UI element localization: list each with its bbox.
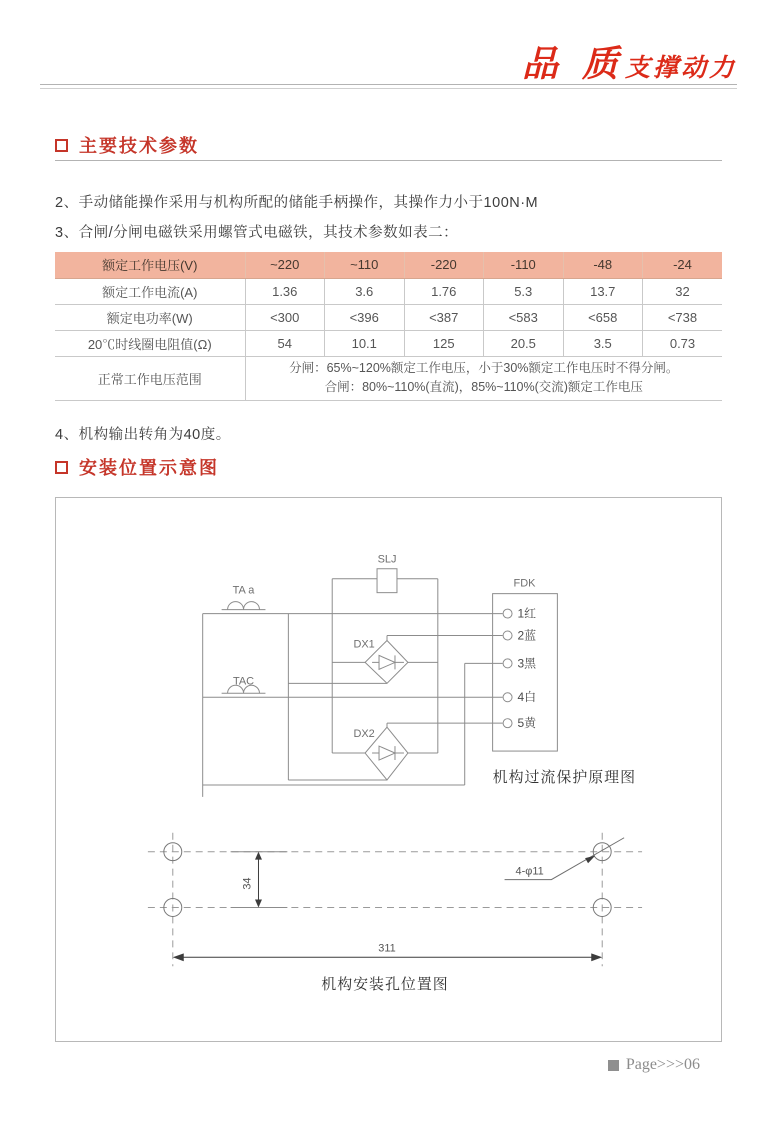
header-divider-top — [40, 84, 737, 85]
table-cell: <300 — [245, 304, 325, 330]
table-cell: 54 — [245, 330, 325, 356]
table-cell: 125 — [404, 330, 484, 356]
mechanism-rect — [332, 579, 438, 753]
section-square-icon — [55, 461, 68, 474]
table-cell: 3.6 — [325, 278, 405, 304]
section-title-text: 主要技术参数 — [79, 136, 199, 156]
table-cell: 1.36 — [245, 278, 325, 304]
table-row — [55, 278, 722, 304]
table-cell: <387 — [404, 304, 484, 330]
table-header-cell: -110 — [484, 252, 564, 278]
taa-label: TA a — [232, 584, 255, 597]
section-underline — [55, 160, 722, 161]
header-divider-bottom — [40, 88, 737, 89]
mounting-drawing — [148, 833, 642, 993]
brand-logo — [522, 36, 737, 87]
page-number: Page>>>06 — [625, 1056, 700, 1073]
hole-size-label: 4-φ11 — [515, 865, 544, 878]
table-header-cell: ~220 — [245, 252, 325, 278]
spec-table — [55, 252, 722, 401]
table-cell: 0.73 — [643, 330, 723, 356]
table-cell: 10.1 — [325, 330, 405, 356]
slj-label: SLJ — [377, 553, 397, 566]
circuit-caption: 机构过流保护原理图 — [492, 768, 637, 786]
holes-caption: 机构安装孔位置图 — [321, 976, 449, 994]
dimension-34 — [231, 852, 288, 908]
terminal-circle — [503, 631, 512, 640]
table-cell: 正常工作电压范围 — [55, 356, 245, 400]
table-header-cell: -220 — [404, 252, 484, 278]
table-cell: 32 — [643, 278, 723, 304]
terminal-label-5: 5黄 — [517, 716, 537, 731]
circuit-wires — [203, 569, 558, 797]
table-cell: <738 — [643, 304, 723, 330]
dx1-rectifier — [332, 640, 438, 683]
terminal-label-4: 4白 — [517, 690, 537, 705]
terminal-label-3: 3黑 — [517, 656, 537, 671]
table-header-cell: -48 — [563, 252, 643, 278]
fdk-label: FDK — [513, 577, 536, 590]
slj-box — [377, 569, 397, 593]
section-title-tech-params — [55, 132, 199, 158]
paragraph-item2: 2、手动储能操作采用与机构所配的储能手柄操作，其操作力小于100N·M — [55, 195, 539, 211]
table-cell: 3.5 — [563, 330, 643, 356]
dim-34-label: 34 — [241, 877, 254, 890]
table-cell: 1.76 — [404, 278, 484, 304]
section-title-text: 安装位置示意图 — [79, 458, 219, 478]
range-line2: 合闸：80%~110%(直流)，85%~110%(交流)额定工作电压 — [324, 380, 643, 394]
terminal-circle — [503, 659, 512, 668]
table-row — [55, 330, 722, 356]
section-title-install — [55, 454, 219, 480]
table-cell: 5.3 — [484, 278, 564, 304]
paragraph-item3: 3、合闸/分闸电磁铁采用螺管式电磁铁，其技术参数如表二： — [55, 225, 459, 241]
taa-coil — [222, 602, 266, 610]
dx2-rectifier — [332, 727, 438, 780]
table-cell: <658 — [563, 304, 643, 330]
table-cell: 额定工作电流(A) — [55, 278, 245, 304]
installation-diagram — [56, 498, 721, 1041]
section-square-icon — [55, 139, 68, 152]
dx2-label: DX2 — [353, 728, 375, 741]
table-header-row — [55, 252, 722, 278]
dim-311-label: 311 — [378, 942, 396, 955]
table-cell: 20.5 — [484, 330, 564, 356]
table-header-cell: -24 — [643, 252, 723, 278]
terminal-circle — [503, 609, 512, 618]
page-footer — [608, 1056, 700, 1074]
table-cell: 额定电功率(W) — [55, 304, 245, 330]
table-range-cell — [245, 356, 722, 400]
table-cell: 13.7 — [563, 278, 643, 304]
dx1-label: DX1 — [353, 638, 375, 651]
table-header-cell: 额定工作电压(V) — [55, 252, 245, 278]
paragraph-item4: 4、机构输出转角为40度。 — [55, 427, 231, 443]
page-marker-square-icon — [608, 1060, 619, 1071]
fdk-terminals — [503, 609, 512, 728]
installation-diagram-box — [55, 497, 722, 1042]
brand-logo-primary: 品 质 — [521, 43, 625, 84]
table-cell: 20℃时线圈电阻值(Ω) — [55, 330, 245, 356]
table-cell: <583 — [484, 304, 564, 330]
terminal-label-1: 1红 — [517, 606, 537, 621]
range-line1: 分闸：65%~120%额定工作电压，小于30%额定工作电压时不得分闸。 — [289, 360, 679, 375]
table-cell: <396 — [325, 304, 405, 330]
tac-label: TAC — [233, 675, 255, 688]
table-footer-row — [55, 356, 722, 400]
dimension-311 — [173, 942, 602, 961]
table-header-cell: ~110 — [325, 252, 405, 278]
table-row — [55, 304, 722, 330]
terminal-circle — [503, 693, 512, 702]
brand-logo-secondary: 支撑动力 — [624, 54, 737, 82]
terminal-label-2: 2蓝 — [517, 628, 537, 643]
terminal-circle — [503, 719, 512, 728]
